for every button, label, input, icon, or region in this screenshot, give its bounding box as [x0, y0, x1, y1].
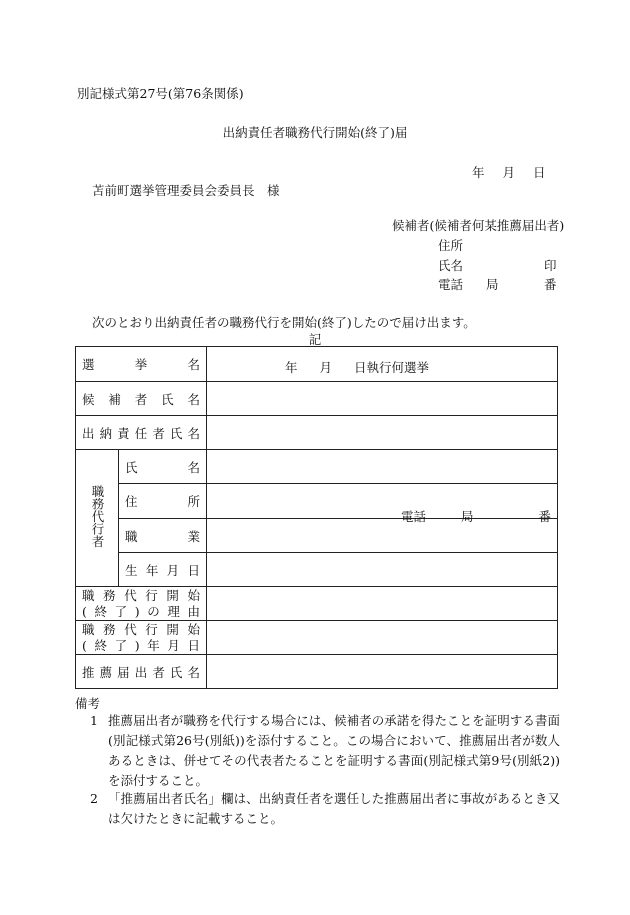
row-deputy-occupation — [76, 519, 558, 553]
deputy-group-label: 職務代行者 — [76, 450, 119, 587]
note-number: 2 — [90, 791, 98, 806]
date-day: 日 — [533, 165, 546, 180]
election-rest: 日執行何選挙 — [354, 360, 430, 375]
body-text: 次のとおり出納責任者の職務代行を開始(終了)したので届け出ます。 — [92, 315, 476, 330]
note-text: 推薦届出者が職務を代行する場合には、候補者の承諾を得たことを証明する書面(別記様式第26号(別紙))を添付すること。この場合において、推薦届出者が数人あるときは、併せてその代表者たることを証明する書面(別記様式第9号(別紙2))を添付すること。 — [108, 713, 560, 788]
deputy-occupation-field[interactable] — [207, 519, 558, 553]
notes-title: 備考 — [75, 696, 101, 711]
recommender-field[interactable] — [207, 655, 558, 689]
date-field[interactable] — [207, 621, 558, 655]
form-table — [75, 346, 558, 689]
deputy-phone-label: 電話 — [401, 509, 427, 524]
row-deputy-birth — [76, 553, 558, 587]
election-year: 年 — [285, 360, 298, 375]
election-month: 月 — [319, 360, 333, 375]
applicant-role: 候補者(候補者何某推薦届出者) — [392, 218, 565, 233]
election-field[interactable] — [207, 347, 558, 382]
deputy-birth-label: 生年月日 — [119, 553, 207, 587]
deputy-birth-field[interactable] — [207, 553, 558, 587]
note-item — [90, 789, 560, 829]
deputy-number-label: 番 — [538, 509, 552, 524]
applicant-address-label: 住所 — [438, 238, 464, 253]
date-month: 月 — [502, 165, 516, 180]
deputy-name-label: 氏 名 — [119, 450, 207, 484]
row-candidate — [76, 382, 558, 416]
treasurer-label: 出納責任者氏名 — [76, 416, 207, 450]
row-deputy-address — [76, 484, 558, 519]
document-title: 出納責任者職務代行開始(終了)届 — [222, 125, 408, 140]
recommender-label: 推薦届出者氏名 — [76, 655, 207, 689]
applicant-number-label: 番 — [544, 277, 557, 292]
note-number: 1 — [90, 713, 98, 728]
applicant-bureau-label: 局 — [486, 277, 499, 292]
row-treasurer — [76, 416, 558, 450]
candidate-label: 候補者氏名 — [76, 382, 207, 416]
row-election — [76, 347, 558, 382]
row-recommender — [76, 655, 558, 689]
applicant-seal: 印 — [544, 258, 557, 273]
deputy-bureau-label: 局 — [461, 509, 474, 524]
applicant-phone-label: 電話 — [438, 277, 464, 292]
deputy-address-field[interactable] — [207, 484, 558, 524]
candidate-field[interactable] — [207, 382, 558, 416]
date-year: 年 — [472, 165, 485, 180]
deputy-address-label: 住 所 — [119, 484, 207, 519]
row-deputy-name — [76, 450, 558, 484]
ki-heading: 記 — [308, 332, 322, 347]
note-item — [90, 711, 560, 791]
form-id: 別記様式第27号(第76条関係) — [77, 86, 244, 101]
deputy-occupation-label: 職 業 — [119, 519, 207, 553]
row-date — [76, 621, 558, 655]
election-label: 選 挙 名 — [76, 347, 207, 382]
submission-date — [472, 163, 546, 181]
row-reason — [76, 587, 558, 621]
election-value — [285, 358, 429, 376]
note-text: 「推薦届出者氏名」欄は、出納責任者を選任した推薦届出者に事故があるとき又は欠けたときに記載すること。 — [108, 791, 560, 826]
applicant-name-label: 氏名 — [438, 258, 464, 273]
deputy-name-field[interactable] — [207, 450, 558, 484]
date-label: 職務代行開始 (終了)年月日 — [76, 621, 207, 655]
reason-label: 職務代行開始 (終了)の理由 — [76, 587, 207, 621]
treasurer-field[interactable] — [207, 416, 558, 450]
reason-field[interactable] — [207, 587, 558, 621]
addressee: 苫前町選挙管理委員会委員長 様 — [92, 183, 280, 198]
